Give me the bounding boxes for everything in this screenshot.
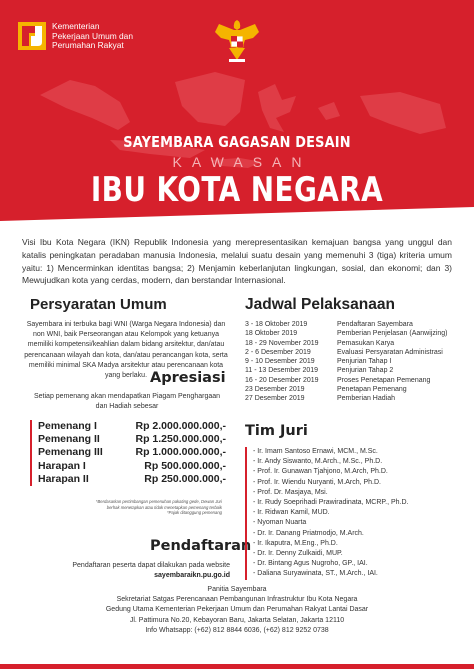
jury-member: - Ir. Imam Santoso Ernawi, MCM., M.Sc.: [253, 448, 378, 455]
hero-title-line2: KAWASAN: [172, 154, 312, 170]
ministry-line: Perumahan Rakyat: [52, 40, 124, 51]
schedule-date: 18 Oktober 2019: [245, 330, 298, 338]
jury-member: - Prof. Ir. Wiendu Nuryanti, M.Arch, Ph.D.: [253, 478, 381, 486]
registration-text: [62, 561, 230, 581]
intro-paragraph: Visi Ibu Kota Negara (IKN) Republik Indonesia yang merepresentasikan kemajuan bangsa yang unggul dan katalis peningkatan peradaban manusia Indonesia, melalui suatu desain yang memenuhi 3 (tiga) kriteria umum yaitu: 1) Mencerminkan identitas bangsa; 2) Menjamin keberlanjutan lingkungan, sosial, dan ekonomi; dan 3) Mewujudkan kota yang cerdas, modern, dan berstandar Internasional.: [22, 237, 452, 286]
awards-title: Apresiasi: [150, 370, 226, 386]
footer-contact: [60, 585, 414, 636]
schedule-event: Proses Penetapan Pemenang: [337, 376, 431, 384]
jury-member: - Dr. Bintang Agus Nugroho, GP., IAI.: [253, 560, 368, 568]
prize-label: Harapan I: [38, 459, 86, 472]
registration-text-body: Pendaftaran peserta dapat dilakukan pada website: [72, 562, 230, 569]
registration-title: Pendaftaran: [150, 538, 252, 554]
prize-footnote: [82, 499, 222, 516]
footer-line: Gedung Utama Kementerian Pekerjaan Umum dan Perumahan Rakyat Lantai Dasar: [105, 606, 369, 614]
bottom-accent-bar: [0, 664, 474, 669]
jury-title: Tim Juri: [245, 423, 308, 439]
schedule-row: [245, 376, 460, 385]
prize-amount: Rp 250.000.000,-: [144, 472, 226, 485]
registration-website-link[interactable]: sayembaraikn.pu.go.id: [154, 572, 230, 580]
schedule-event: Penjurian Tahap 2: [337, 367, 394, 375]
prize-amount: Rp 2.000.000.000,-: [135, 420, 226, 432]
awards-text: Setiap pemenang akan mendapatkan Piagam Penghargaan dan Hadiah sebesar: [33, 393, 221, 411]
schedule-event: Pemberian Penjelasan (Aanwijzing): [337, 330, 448, 338]
hero-title-line1: SAYEMBARA GAGASAN DESAIN: [123, 133, 351, 151]
prize-row: [38, 433, 226, 446]
schedule-title: Jadwal Pelaksanaan: [245, 296, 395, 313]
jury-member: - Ir. Rudy Soeprihadi Prawiradinata, MCRP., Ph.D.: [253, 499, 409, 507]
schedule-date: 2 - 6 Desember 2019: [245, 348, 311, 356]
prize-amount: Rp 1.000.000.000,-: [135, 446, 226, 459]
schedule-event: Pemberian Hadiah: [337, 395, 395, 403]
schedule-date: 11 - 13 Desember 2019: [245, 367, 319, 375]
prize-list: [30, 420, 226, 486]
schedule-date: 27 Desember 2019: [245, 395, 305, 403]
jury-member: - Nyoman Nuarta: [253, 519, 307, 527]
schedule-event: Penjurian Tahap I: [337, 358, 392, 366]
requirements-title: Persyaratan Umum: [30, 296, 167, 313]
schedule-date: 16 - 20 Desember 2019: [245, 376, 319, 384]
schedule-row: [245, 320, 460, 329]
header-banner: [0, 0, 474, 228]
schedule-row: [245, 394, 460, 403]
prize-label: Pemenang II: [38, 433, 100, 446]
pupr-logo-icon: [18, 22, 46, 50]
schedule-row: [245, 366, 460, 375]
prize-row: [38, 473, 226, 486]
schedule-date: 23 Desember 2019: [245, 386, 305, 394]
prize-note-2: *Pajak ditanggung pemenang: [167, 510, 222, 516]
ministry-line: Pekerjaan Umum dan: [52, 30, 133, 41]
schedule-date: 9 - 10 Desember 2019: [245, 358, 315, 366]
schedule-row: [245, 339, 460, 348]
jury-member: - Dr. Ir. Danang Priatmodjo, M.Arch.: [253, 529, 364, 537]
footer-whatsapp: Info Whatsapp: (+62) 812 8844 6036, (+62) 812 9252 0738: [145, 626, 329, 634]
footer-line: Jl. Pattimura No.20, Kebayoran Baru, Jakarta Selatan, Jakarta 12110: [129, 616, 345, 624]
garuda-emblem-icon: [211, 16, 263, 64]
schedule-date: 3 - 18 Oktober 2019: [245, 321, 308, 328]
jury-member: - Daliana Suryawinata, ST., M.Arch., IAI.: [253, 570, 378, 578]
footer-line: Sekretariat Satgas Perencanaan Pembangunan Infrastruktur Ibu Kota Negara: [116, 596, 358, 604]
schedule-event: Pendaftaran Sayembara: [337, 321, 413, 328]
jury-member: - Prof. Dr. Masjaya, Msi.: [253, 488, 328, 496]
prize-amount: Rp 500.000.000,-: [144, 459, 226, 472]
schedule-row: [245, 385, 460, 394]
prize-label: Harapan II: [38, 472, 89, 485]
footer-line: Panitia Sayembara: [207, 586, 267, 593]
jury-member: - Ir. Ikaputra, M.Eng., Ph.D.: [253, 539, 338, 547]
schedule-event: Evaluasi Persyaratan Administrasi: [337, 348, 443, 356]
schedule-row: [245, 357, 460, 366]
ministry-line: Kementerian: [52, 21, 100, 31]
prize-note-1: *Berdasarkan pertimbangan pemenuhan pakating gede, Dewan Juri berhak menetapkan atau tidak menetapkan pemenang terbaik: [95, 499, 222, 510]
prize-label: Pemenang I: [38, 420, 97, 432]
banner-bottom-edge: [0, 207, 474, 228]
hero-title-line3: IBU KOTA NEGARA: [90, 170, 384, 210]
schedule-table: [245, 320, 460, 404]
jury-list: [245, 447, 460, 580]
schedule-event: Pemasukan Karya: [337, 339, 395, 347]
jury-member: - Ir. Andy Siswanto, M.Arch., M.Sc., Ph.D.: [253, 458, 383, 466]
prize-label: Pemenang III: [38, 446, 103, 459]
ministry-branding: [18, 22, 133, 51]
schedule-event: Penetapan Pemenang: [337, 386, 407, 394]
schedule-date: 18 - 29 November 2019: [245, 339, 319, 347]
jury-member: - Ir. Ridwan Kamil, MUD.: [253, 509, 330, 517]
ministry-name: [52, 22, 133, 51]
prize-row: [38, 460, 226, 473]
prize-amount: Rp 1.250.000.000,-: [135, 433, 226, 446]
schedule-row: [245, 348, 460, 357]
schedule-row: [245, 329, 460, 338]
requirements-text: Sayembara ini terbuka bagi WNI (Warga Negara Indonesia) dan non WNI, baik Perseorangan atau Kelompok yang ketuanya memiliki kompetensi/keahlian dalam bidang arsitektur, dan/atau perencanaan wilayah dan kota, dan/atau perancangan kota, serta memiliki minimal SKA Madya arsitektur atau perencanaan kota yang berlaku.: [24, 321, 228, 380]
jury-member: - Prof. Ir. Gunawan Tjahjono, M.Arch, Ph.D.: [253, 468, 388, 476]
prize-row: [38, 420, 226, 433]
jury-member: - Dr. Ir. Denny Zulkaidi, MUP.: [253, 550, 343, 558]
prize-row: [38, 446, 226, 459]
